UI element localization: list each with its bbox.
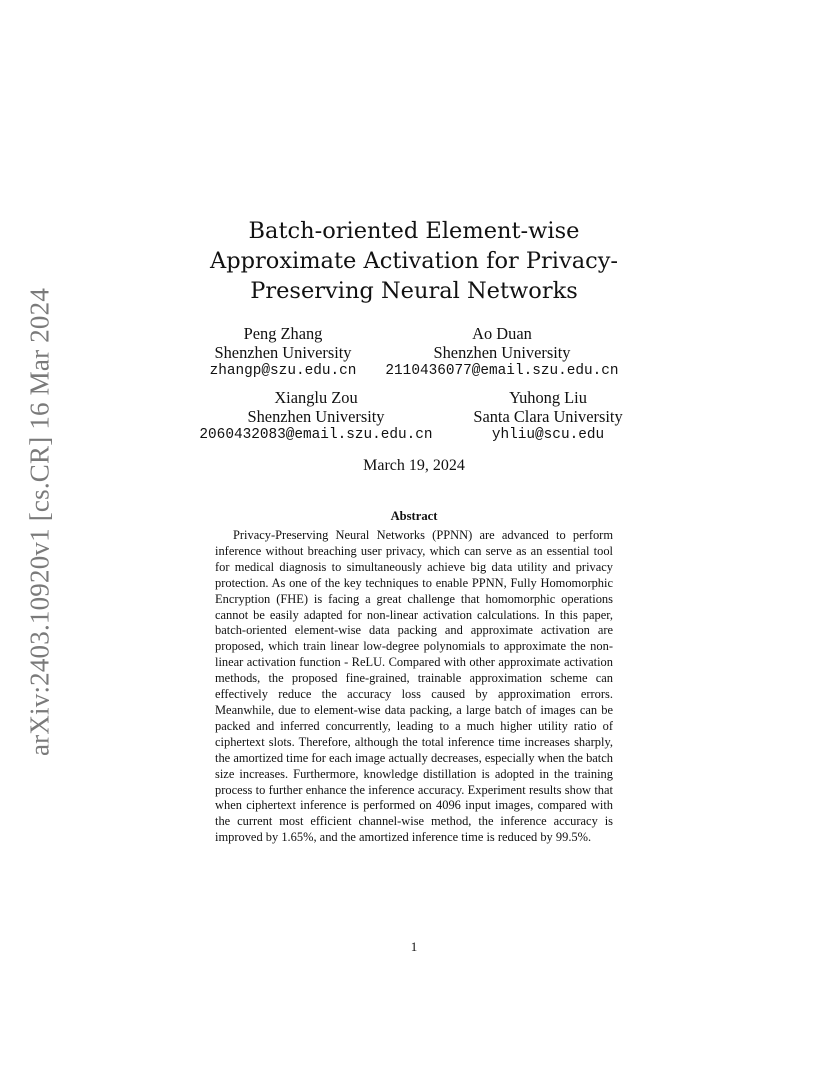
arxiv-identifier-text: arXiv:2403.10920v1 [cs.CR] 16 Mar 2024 bbox=[24, 287, 55, 757]
author-affiliation: Shenzhen University bbox=[433, 343, 571, 362]
author-block bbox=[193, 324, 373, 381]
author-email: yhliu@scu.edu bbox=[491, 427, 605, 443]
publication-date: March 19, 2024 bbox=[363, 457, 465, 474]
author-name: Peng Zhang bbox=[243, 324, 323, 343]
author-email: zhangp@szu.edu.cn bbox=[209, 363, 357, 379]
author-block bbox=[448, 388, 648, 445]
author-name: Xianglu Zou bbox=[274, 388, 358, 407]
author-name: Ao Duan bbox=[472, 324, 532, 343]
author-name: Yuhong Liu bbox=[509, 388, 587, 407]
paper-title: Batch-oriented Element-wise Approximate Activation for Privacy-Preserving Neural Networks bbox=[209, 218, 619, 304]
author-affiliation: Shenzhen University bbox=[247, 407, 385, 426]
abstract-heading: Abstract bbox=[390, 509, 438, 523]
author-block bbox=[190, 388, 442, 445]
abstract-text: Privacy-Preserving Neural Networks (PPNN) are advanced to perform inference without breaching user privacy, which can serve as an essential tool for medical diagnosis to simultaneously achieve big data utility and privacy protection. As one of the key techniques to enable PPNN, Fully Homomorphic Encryption (FHE) is facing a great challenge that homomorphic operations cannot be easily adapted for non-linear activation calculations. In this paper, batch-oriented element-wise data packing and approximate activation are proposed, which train linear low-degree polynomials to approximate the non-linear activation function - ReLU. Compared with other approximate activation methods, the proposed fine-grained, trainable approximation scheme can effectively reduce the accuracy loss caused by approximation errors. Meanwhile, due to element-wise data packing, a large batch of images can be packed and inferred concurrently, leading to a much higher utility ratio of ciphertext slots. Therefore, although the total inference time increases sharply, the amortized time for each image actually decreases, especially when the batch size increases. Furthermore, knowledge distillation is adopted in the training process to further enhance the inference accuracy. Experiment results show that when ciphertext inference is performed on 4096 input images, compared with the current most efficient channel-wise method, the inference accuracy is improved by 1.65%, and the amortized inference time is reduced by 99.5%. bbox=[215, 528, 613, 845]
author-affiliation: Shenzhen University bbox=[214, 343, 352, 362]
author-block bbox=[380, 324, 624, 381]
author-email: 2060432083@email.szu.edu.cn bbox=[199, 427, 433, 443]
page-number: 1 bbox=[410, 939, 418, 954]
author-affiliation: Santa Clara University bbox=[473, 407, 623, 426]
author-email: 2110436077@email.szu.edu.cn bbox=[385, 363, 619, 379]
